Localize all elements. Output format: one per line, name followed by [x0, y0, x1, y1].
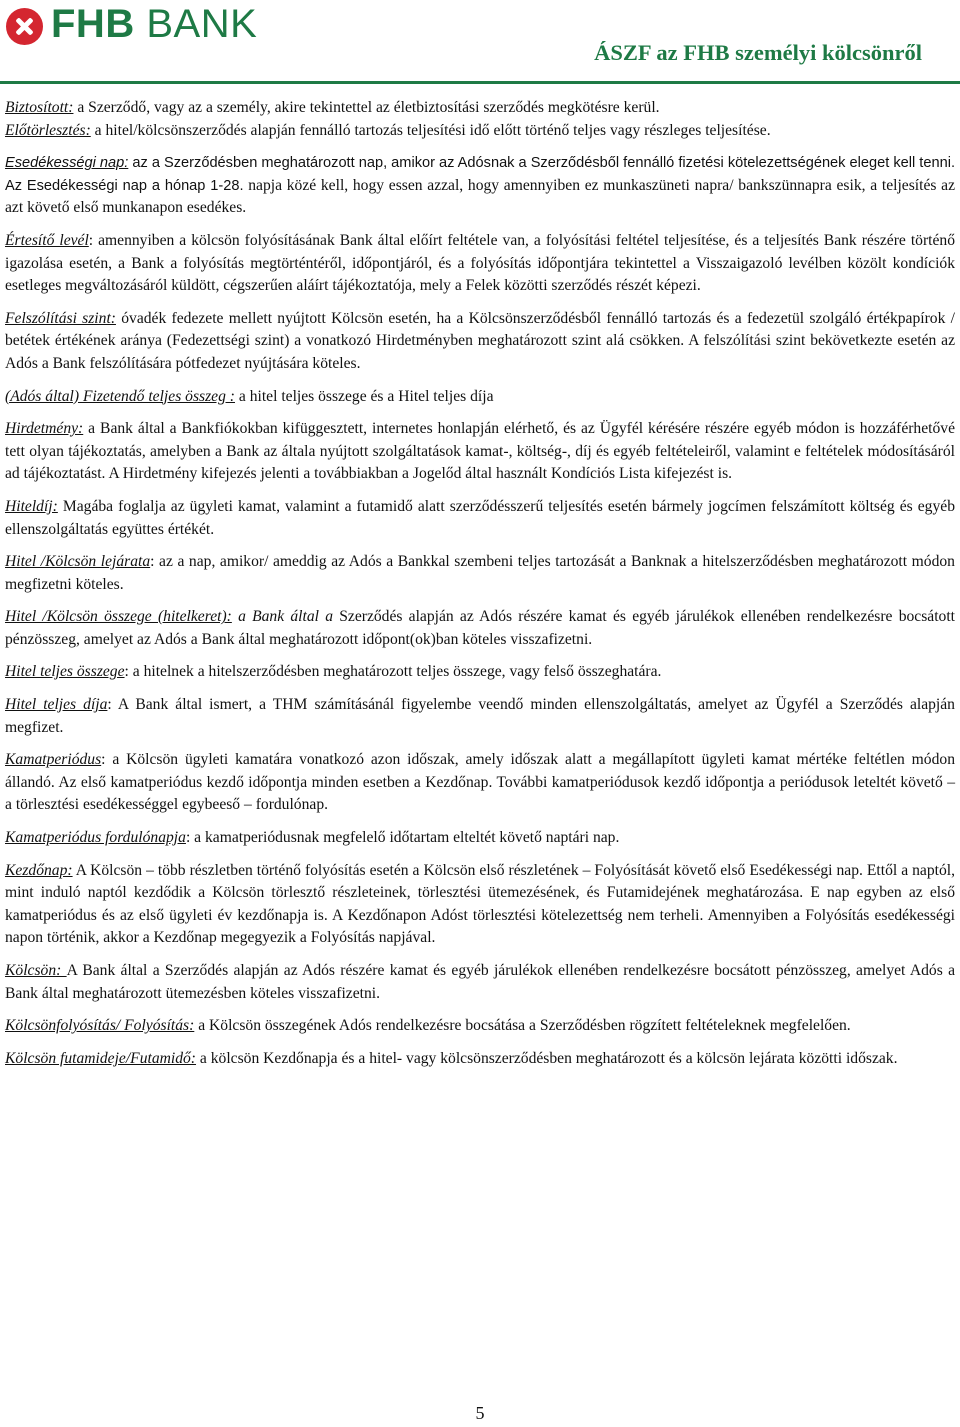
definition-text: A Kölcsön – több részletben történő folyósítás esetén a Kölcsön első részletének – Folyósítását követő első Esedékességi nap. Ettől a naptól, mint induló naptól kezdődik a Kölcsön törlesztő részleteinek, törlesztési ütemezésének, és Futamidejének meghatározása. E nap egyben az első kamatperiódus és az első ügyleti év kezdőnapja is. A Kezdőnapon Adóst törlesztési kötelezettség nem terheli. Amennyiben a Folyósítás esedékességi napon történik, akkor a Kezdőnap megegyezik a Folyósítás napjával. [5, 861, 955, 947]
term: Kamatperiódus [5, 751, 102, 769]
term: Esedékességi nap: [5, 155, 129, 172]
definition-text: a hitel teljes összege és a Hitel teljes díja [234, 387, 494, 405]
document-body [5, 97, 955, 1080]
definition-text: : a Kölcsön ügyleti kamatára vonatkozó azon időszak, amely időszak alatt a megállapított ügyleti kamat mértéke feltétlen módon állandó. Az első kamatperiódus kezdő időpontja minden esetben a Kezdőnap. További kamatperiódusok kezdő időpontja a periódusok leteltét követő – a törlesztési esedékességgel egybeeső – fordulónap. [5, 751, 955, 814]
definition-hiteldij [5, 496, 955, 541]
definition-text: az a Szerződésben meghatározott nap, amikor az Adósnak a Szerződésből fennálló fizetési kötelezettségének eleget kell tenni. Az Esedékességi nap a hónap 1-28. [5, 155, 955, 194]
definition-text: : a hitelnek a hitelszerződésben meghatározott teljes összege, vagy felső összeghatára. [124, 663, 662, 681]
definition-hitel-teljes-dija [5, 694, 955, 739]
term: Kölcsön futamideje/Futamidő: [5, 1049, 197, 1067]
definition-futamido [5, 1048, 955, 1071]
definition-text: napja közé kell, hogy essen azzal, hogy amennyiben ez munkaszüneti napra/ bankszünnapra esik, a teljesítés az azt követő első munkanapon esedékes. [5, 176, 955, 217]
definition-hirdetmeny [5, 418, 955, 486]
definition-text: a Bank által a Bankfiókokban kifüggesztett, internetes honlapján elérhető, és az Ügyfél kérésére részére egyéb módon is hozzáférhetővé tett olyan tájékoztatás, amelyben a Bank az általa nyújtott szolgáltatások kamat-, költség-, díj és egyéb feltételeiről, valamint e feltételek módosításáról ad tájékoztatást. A Hirdetmény kifejezés jelenti a továbbiakban a Jogelőd által használt Kondíciós Lista kifejezést is. [5, 420, 955, 483]
fhb-logo-mark-icon [6, 8, 43, 45]
definition-biztositott [5, 97, 955, 120]
definition-esedekessegi-nap [5, 152, 955, 220]
definition-hitel-osszege [5, 606, 955, 651]
definition-text: a kölcsön Kezdőnapja és a hitel- vagy kölcsönszerződésben meghatározott és a kölcsön lejárata közötti időszak. [196, 1049, 898, 1067]
definition-elotorlesztes [5, 120, 955, 143]
term: Biztosított: [5, 99, 74, 116]
definition-text: : az a nap, amikor/ ameddig az Adós a Bankkal szembeni teljes tartozását a Banknak a hitelszerződésben meghatározott módon megfizetni köteles. [5, 553, 955, 593]
term: Kezdőnap: [5, 861, 73, 879]
term: Felszólítási szint: [5, 309, 116, 327]
header-divider [0, 81, 960, 84]
definition-kamatperiodus [5, 749, 955, 817]
definition-text-italic: a Bank által a [231, 608, 333, 626]
definition-ertesito-level [5, 230, 955, 298]
definition-text: Szerződés alapján az Adós részére kamat és egyéb járulékok ellenében rendelkezésre bocsátott pénzösszeg, amelyet az Adós a Bank által meghatározott időpont(ok)ban köteles visszafizetni. [5, 608, 955, 648]
definition-kolcson [5, 960, 955, 1005]
term: Kölcsön: [5, 962, 67, 979]
term: (Adós által) Fizetendő teljes összeg : [5, 387, 235, 405]
definition-folyositas [5, 1015, 955, 1038]
document-title: ÁSZF az FHB személyi kölcsönről [594, 40, 922, 65]
definition-text: : amennyiben a kölcsön folyósításának Bank által előírt feltétele van, a folyósítási feltétel teljesítése, és a teljesítés Bank részére történő igazolása esetén, a Bank a folyósítás megtörténtéről, időpontjáról, és a folyósítás időpontjára tekintettel a Visszaigazoló levélben közölt kondíciók esetleges megváltozásáról küldött, cégszerűen aláírt tájékoztatója, mely a Felek közötti szerződés részét képezi. [5, 231, 955, 295]
term: Hirdetmény: [5, 420, 84, 438]
definition-text: a Szerződő, vagy az a személy, akire tekintettel az életbiztosítási szerződés megkötésre kerül. [73, 99, 660, 116]
definition-hitel-teljes-osszege [5, 661, 955, 684]
definition-text: : A Bank által ismert, a THM számításánál figyelembe veendő minden ellenszolgáltatás, amelyet az Ügyfél a Szerződés alapján megfizet. [5, 696, 955, 736]
term: Hiteldíj: [5, 497, 58, 515]
term: Hitel /Kölcsön lejárata [5, 553, 151, 571]
definition-hitel-lejarata [5, 551, 955, 596]
term: Hitel /Kölcsön összege (hitelkeret): [5, 608, 232, 626]
definition-text: óvadék fedezete mellett nyújtott Kölcsön esetén, ha a Kölcsönszerződésből fennálló tartozás és a fedezetül szolgáló értékpapírok / betétek értékének aránya (Fedezettségi szint) a vonatkozó Hirdetményben meghatározott szint alá csökken. A felszólítási szint bekövetkezte esetén az Adós a Bank felszólítására pótfedezet nyújtására köteles. [5, 309, 955, 372]
definition-text: Magába foglalja az ügyleti kamat, valamint a futamidő alatt szerződésszerű teljesítés esetén bármely jogcímen felszámított költség és egyéb ellenszolgáltatás együttes értékét. [5, 497, 955, 538]
page-header [0, 0, 960, 88]
logo-text: FHB BANK [51, 2, 258, 46]
term: Kamatperiódus fordulónapja [5, 829, 186, 847]
definition-text: A Bank által a Szerződés alapján az Adós részére kamat és egyéb járulékok ellenében rendelkezésre bocsátott pénzösszeg, amelyet Adós a Bank által meghatározott ütemezésben köteles visszafizetni. [5, 962, 955, 1002]
term: Kölcsönfolyósítás/ Folyósítás: [5, 1017, 195, 1035]
term: Értesítő levél [5, 231, 89, 249]
term: Előtörlesztés: [5, 121, 91, 139]
definition-felszolitasi-szint [5, 308, 955, 376]
definition-text: a Kölcsön összegének Adós rendelkezésre bocsátása a Szerződésben rögzített feltételeknek megfelelően. [194, 1017, 851, 1035]
term: Hitel teljes díja [5, 696, 108, 714]
definition-kezdonap [5, 860, 955, 950]
page-number: 5 [475, 1403, 485, 1423]
definition-text: a hitel/kölcsönszerződés alapján fennálló tartozás teljesítési idő előtt történő teljes vagy részleges teljesítése. [90, 121, 771, 139]
term: Hitel teljes összege [5, 663, 125, 681]
definition-fizetendo-teljes-osszeg [5, 386, 955, 409]
definition-kamatperiodus-fordulonapja [5, 827, 955, 850]
definition-text: : a kamatperiódusnak megfelelő időtartam elteltét követő naptári nap. [185, 829, 620, 847]
